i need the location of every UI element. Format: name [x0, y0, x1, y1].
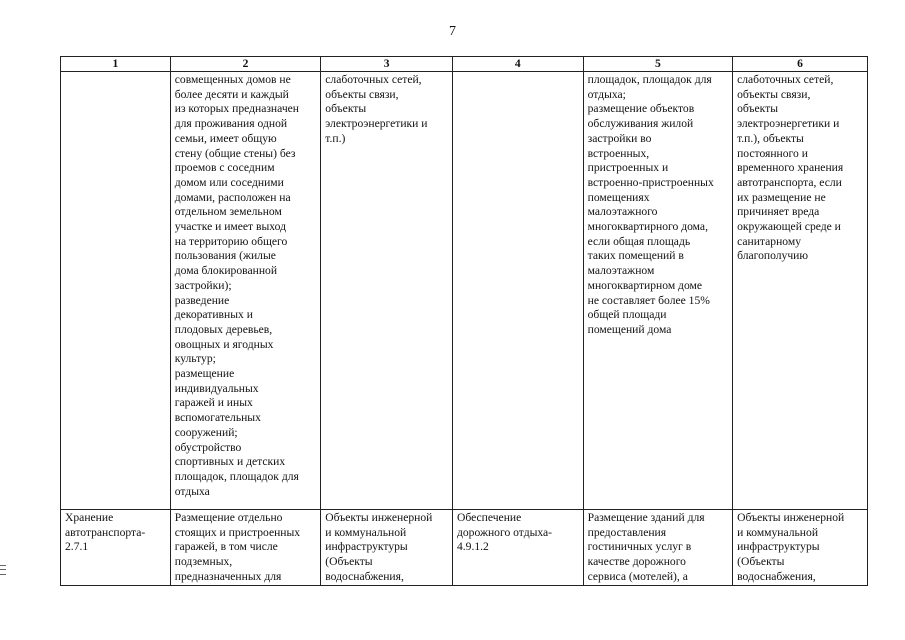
column-header: 4	[452, 57, 583, 72]
table-row	[61, 510, 868, 586]
scan-edge-mark	[0, 565, 6, 575]
table-cell: Размещение отдельно стоящих и пристроенных гаражей, в том числе подземных, предназначенных для	[170, 510, 321, 586]
column-header: 6	[733, 57, 868, 72]
column-header: 5	[583, 57, 732, 72]
table-cell: слаботочных сетей, объекты связи, объекты электроэнергетики и т.п.)	[321, 72, 453, 510]
table-cell: совмещенных домов не более десяти и каждый из которых предназначен для проживания одной семьи, имеет общую стену (общие стены) без проемов с соседним домом или соседними домами, расположен на отдельном земельном участке и имеет выход на территорию общего пользования (жилые дома блокированной застройки); разведение декоративных и плодовых деревьев, овощных и ягодных культур; размещение индивидуальных гаражей и иных вспомогательных сооружений; обустройство спортивных и детских площадок, площадок для отдыха	[170, 72, 321, 510]
table-cell: Хранение автотранспорта- 2.7.1	[61, 510, 171, 586]
table-cell	[61, 72, 171, 510]
land-use-table	[60, 56, 868, 586]
table-cell: Обеспечение дорожного отдыха- 4.9.1.2	[452, 510, 583, 586]
table-header-row	[61, 57, 868, 72]
column-header: 3	[321, 57, 453, 72]
column-header: 2	[170, 57, 321, 72]
table-cell: Объекты инженерной и коммунальной инфраструктуры (Объекты водоснабжения,	[321, 510, 453, 586]
table-cell: Размещение зданий для предоставления гостиничных услуг в качестве дорожного сервиса (мотелей), а	[583, 510, 732, 586]
table-cell: слаботочных сетей, объекты связи, объекты электроэнергетики и т.п.), объекты постоянного и временного хранения автотранспорта, если их размещение не причиняет вреда окружающей среде и санитарному благополучию	[733, 72, 868, 510]
page-number: 7	[449, 24, 456, 39]
column-header: 1	[61, 57, 171, 72]
table-row	[61, 72, 868, 510]
table-cell: площадок, площадок для отдыха; размещение объектов обслуживания жилой застройки во встроенных, пристроенных и встроенно-пристроенных помещениях малоэтажного многоквартирного дома, если общая площадь таких помещений в малоэтажном многоквартирном доме не составляет более 15% общей площади помещений дома	[583, 72, 732, 510]
table-cell	[452, 72, 583, 510]
table-cell: Объекты инженерной и коммунальной инфраструктуры (Объекты водоснабжения,	[733, 510, 868, 586]
